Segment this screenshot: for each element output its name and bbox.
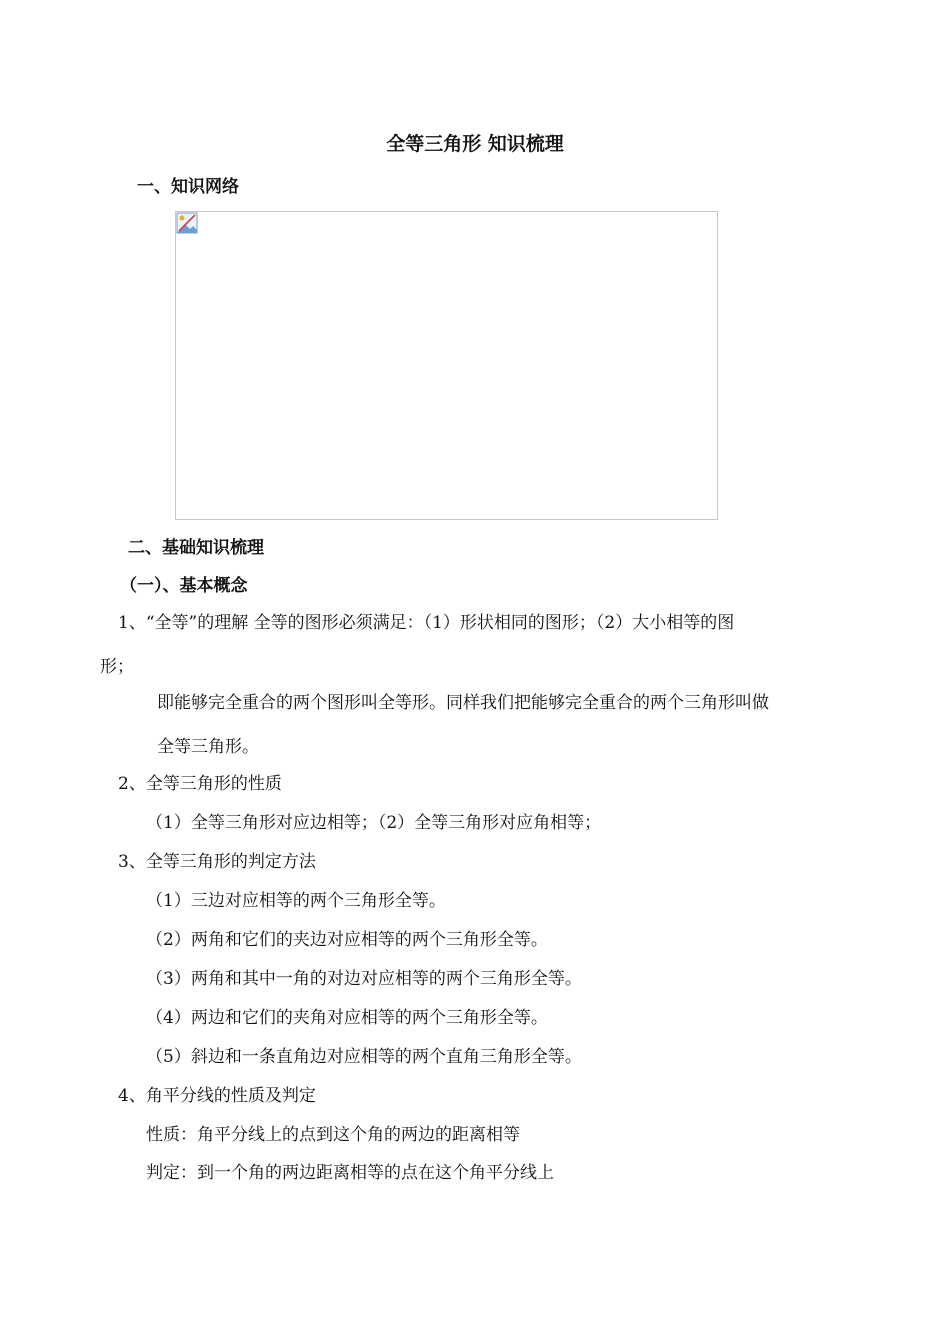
paragraph-1-line-2: 形； (100, 657, 134, 677)
list-item: （1）三边对应相等的两个三角形全等。 (146, 891, 446, 911)
subsection-heading-basic-concepts: （一）、基本概念 (120, 576, 248, 596)
list-item: （4）两边和它们的夹角对应相等的两个三角形全等。 (146, 1008, 548, 1028)
paragraph-3-heading: 3、全等三角形的判定方法 (118, 852, 316, 872)
broken-image-icon (176, 212, 198, 234)
paragraph-4-judgement: 判定：到一个角的两边距离相等的点在这个角平分线上 (146, 1163, 554, 1183)
paragraph-2-body: （1）全等三角形对应边相等；（2）全等三角形对应角相等； (146, 813, 602, 833)
paragraph-1-line-3: 即能够完全重合的两个图形叫全等形。同样我们把能够完全重合的两个三角形叫做 (157, 693, 769, 713)
paragraph-4-heading: 4、角平分线的性质及判定 (118, 1086, 316, 1106)
paragraph-4-property: 性质：角平分线上的点到这个角的两边的距离相等 (146, 1125, 520, 1145)
section-heading-knowledge-network: 一、知识网络 (137, 177, 239, 197)
section-heading-basic-knowledge: 二、基础知识梳理 (128, 538, 264, 558)
list-item: （5）斜边和一条直角边对应相等的两个直角三角形全等。 (146, 1047, 582, 1067)
paragraph-1-line-4: 全等三角形。 (157, 737, 259, 757)
paragraph-1-line-1: 1、“全等”的理解 全等的图形必须满足：（1）形状相同的图形；（2）大小相等的图 (118, 613, 735, 633)
document-title: 全等三角形 知识梳理 (386, 133, 564, 155)
list-item: （2）两角和它们的夹边对应相等的两个三角形全等。 (146, 930, 548, 950)
knowledge-network-image-placeholder (175, 211, 718, 520)
list-item: （3）两角和其中一角的对边对应相等的两个三角形全等。 (146, 969, 582, 989)
paragraph-2-heading: 2、全等三角形的性质 (118, 774, 282, 794)
